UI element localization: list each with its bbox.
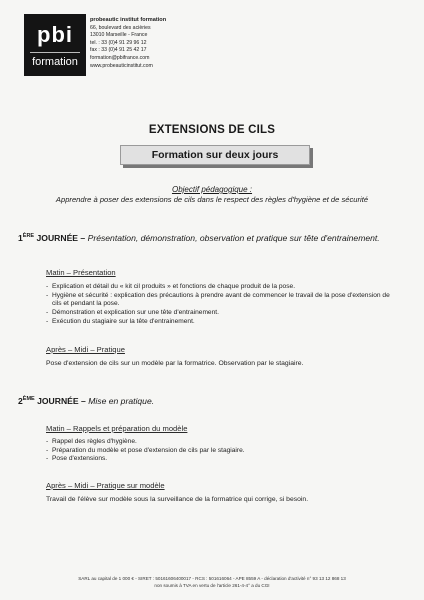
day2-morning-list — [46, 438, 391, 464]
logo-word: formation — [32, 56, 78, 68]
footer-line-1: SARL au capital de 1 000 € - SIRET : 50161606400017 - RCS : 501616064 - APE 8559 A - déclaration d'activité n° 93 13 12 868 13 — [78, 576, 346, 581]
day2-afternoon-text: Travail de l'élève sur modèle sous la surveillance de la formatrice qui corrige, si besoin. — [46, 496, 309, 503]
list-item: - Hygiène et sécurité : explication des précautions à prendre avant de commencer le travail de la pose d'extension de cils et pendant la pose. — [46, 292, 391, 309]
day1-afternoon-heading: Après – Midi – Pratique — [46, 345, 125, 354]
day2-sep: – — [78, 396, 89, 406]
list-item: - Explication et détail du « kit cil produits » et fonctions de chaque produit de la pose. — [46, 283, 391, 292]
day1-afternoon-text: Pose d'extension de cils sur un modèle par la formatrice. Observation par le stagiaire. — [46, 360, 304, 367]
legal-footer — [0, 575, 424, 589]
day1-morning-heading: Matin – Présentation — [46, 268, 116, 277]
footer-line-2: non soumis à TVA en vertu de l'article 261-4-4° a du CGI — [154, 583, 270, 588]
address-line-2: 13010 Marseille - France — [90, 32, 148, 39]
day2-afternoon-heading: Après – Midi – Pratique sur modèle — [46, 481, 165, 490]
day1-heading — [18, 233, 380, 243]
list-item: - Exécution du stagiaire sur la tête d'entrainement. — [46, 318, 391, 327]
day1-number: 1 — [18, 233, 23, 243]
list-item: - Préparation du modèle et pose d'extension de cils par le stagiaire. — [46, 447, 391, 456]
website: www.probeauticinstitut.com — [90, 62, 153, 69]
day1-morning-list — [46, 283, 391, 327]
list-item: - Démonstration et explication sur une tête d'entrainement. — [46, 309, 391, 318]
address-line-1: 66, boulevard des acièries — [90, 24, 151, 31]
day2-morning-heading: Matin – Rappels et préparation du modèle — [46, 424, 188, 433]
logo-divider — [30, 52, 80, 53]
day1-description: Présentation, démonstration, observation et pratique sur tête d'entrainement. — [87, 233, 380, 243]
objective-text: Apprendre à poser des extensions de cils dans le respect des règles d'hygiène et de sécurité — [55, 195, 369, 204]
phone-number: tel. : 33 (0)4 91 29 96 12 — [90, 39, 147, 46]
logo-mark: pbi — [37, 22, 73, 47]
day2-heading — [18, 396, 154, 406]
fax-number: fax : 33 (0)4 91 25 42 17 — [90, 47, 147, 54]
objective-heading: Objectif pédagogique : — [171, 185, 253, 194]
day2-number: 2 — [18, 396, 23, 406]
day2-description: Mise en pratique. — [88, 396, 155, 406]
subtitle-box: Formation sur deux jours — [120, 145, 310, 165]
day2-label: JOURNÉE — [37, 396, 79, 406]
email-address: formation@pbifrance.com — [90, 54, 150, 61]
day1-ordinal: ÈRE — [22, 233, 35, 240]
day1-sep: – — [78, 233, 88, 243]
contact-block — [90, 17, 166, 70]
day2-ordinal: ÈME — [22, 396, 35, 403]
list-item: - Rappel des règles d'hygiène. — [46, 438, 391, 447]
document-title: EXTENSIONS DE CILS — [148, 124, 276, 136]
org-name: probeautic institut formation — [90, 17, 167, 23]
pbi-logo — [24, 14, 86, 76]
list-item: - Pose d'extensions. — [46, 455, 391, 464]
day1-label: JOURNÉE — [36, 233, 79, 243]
